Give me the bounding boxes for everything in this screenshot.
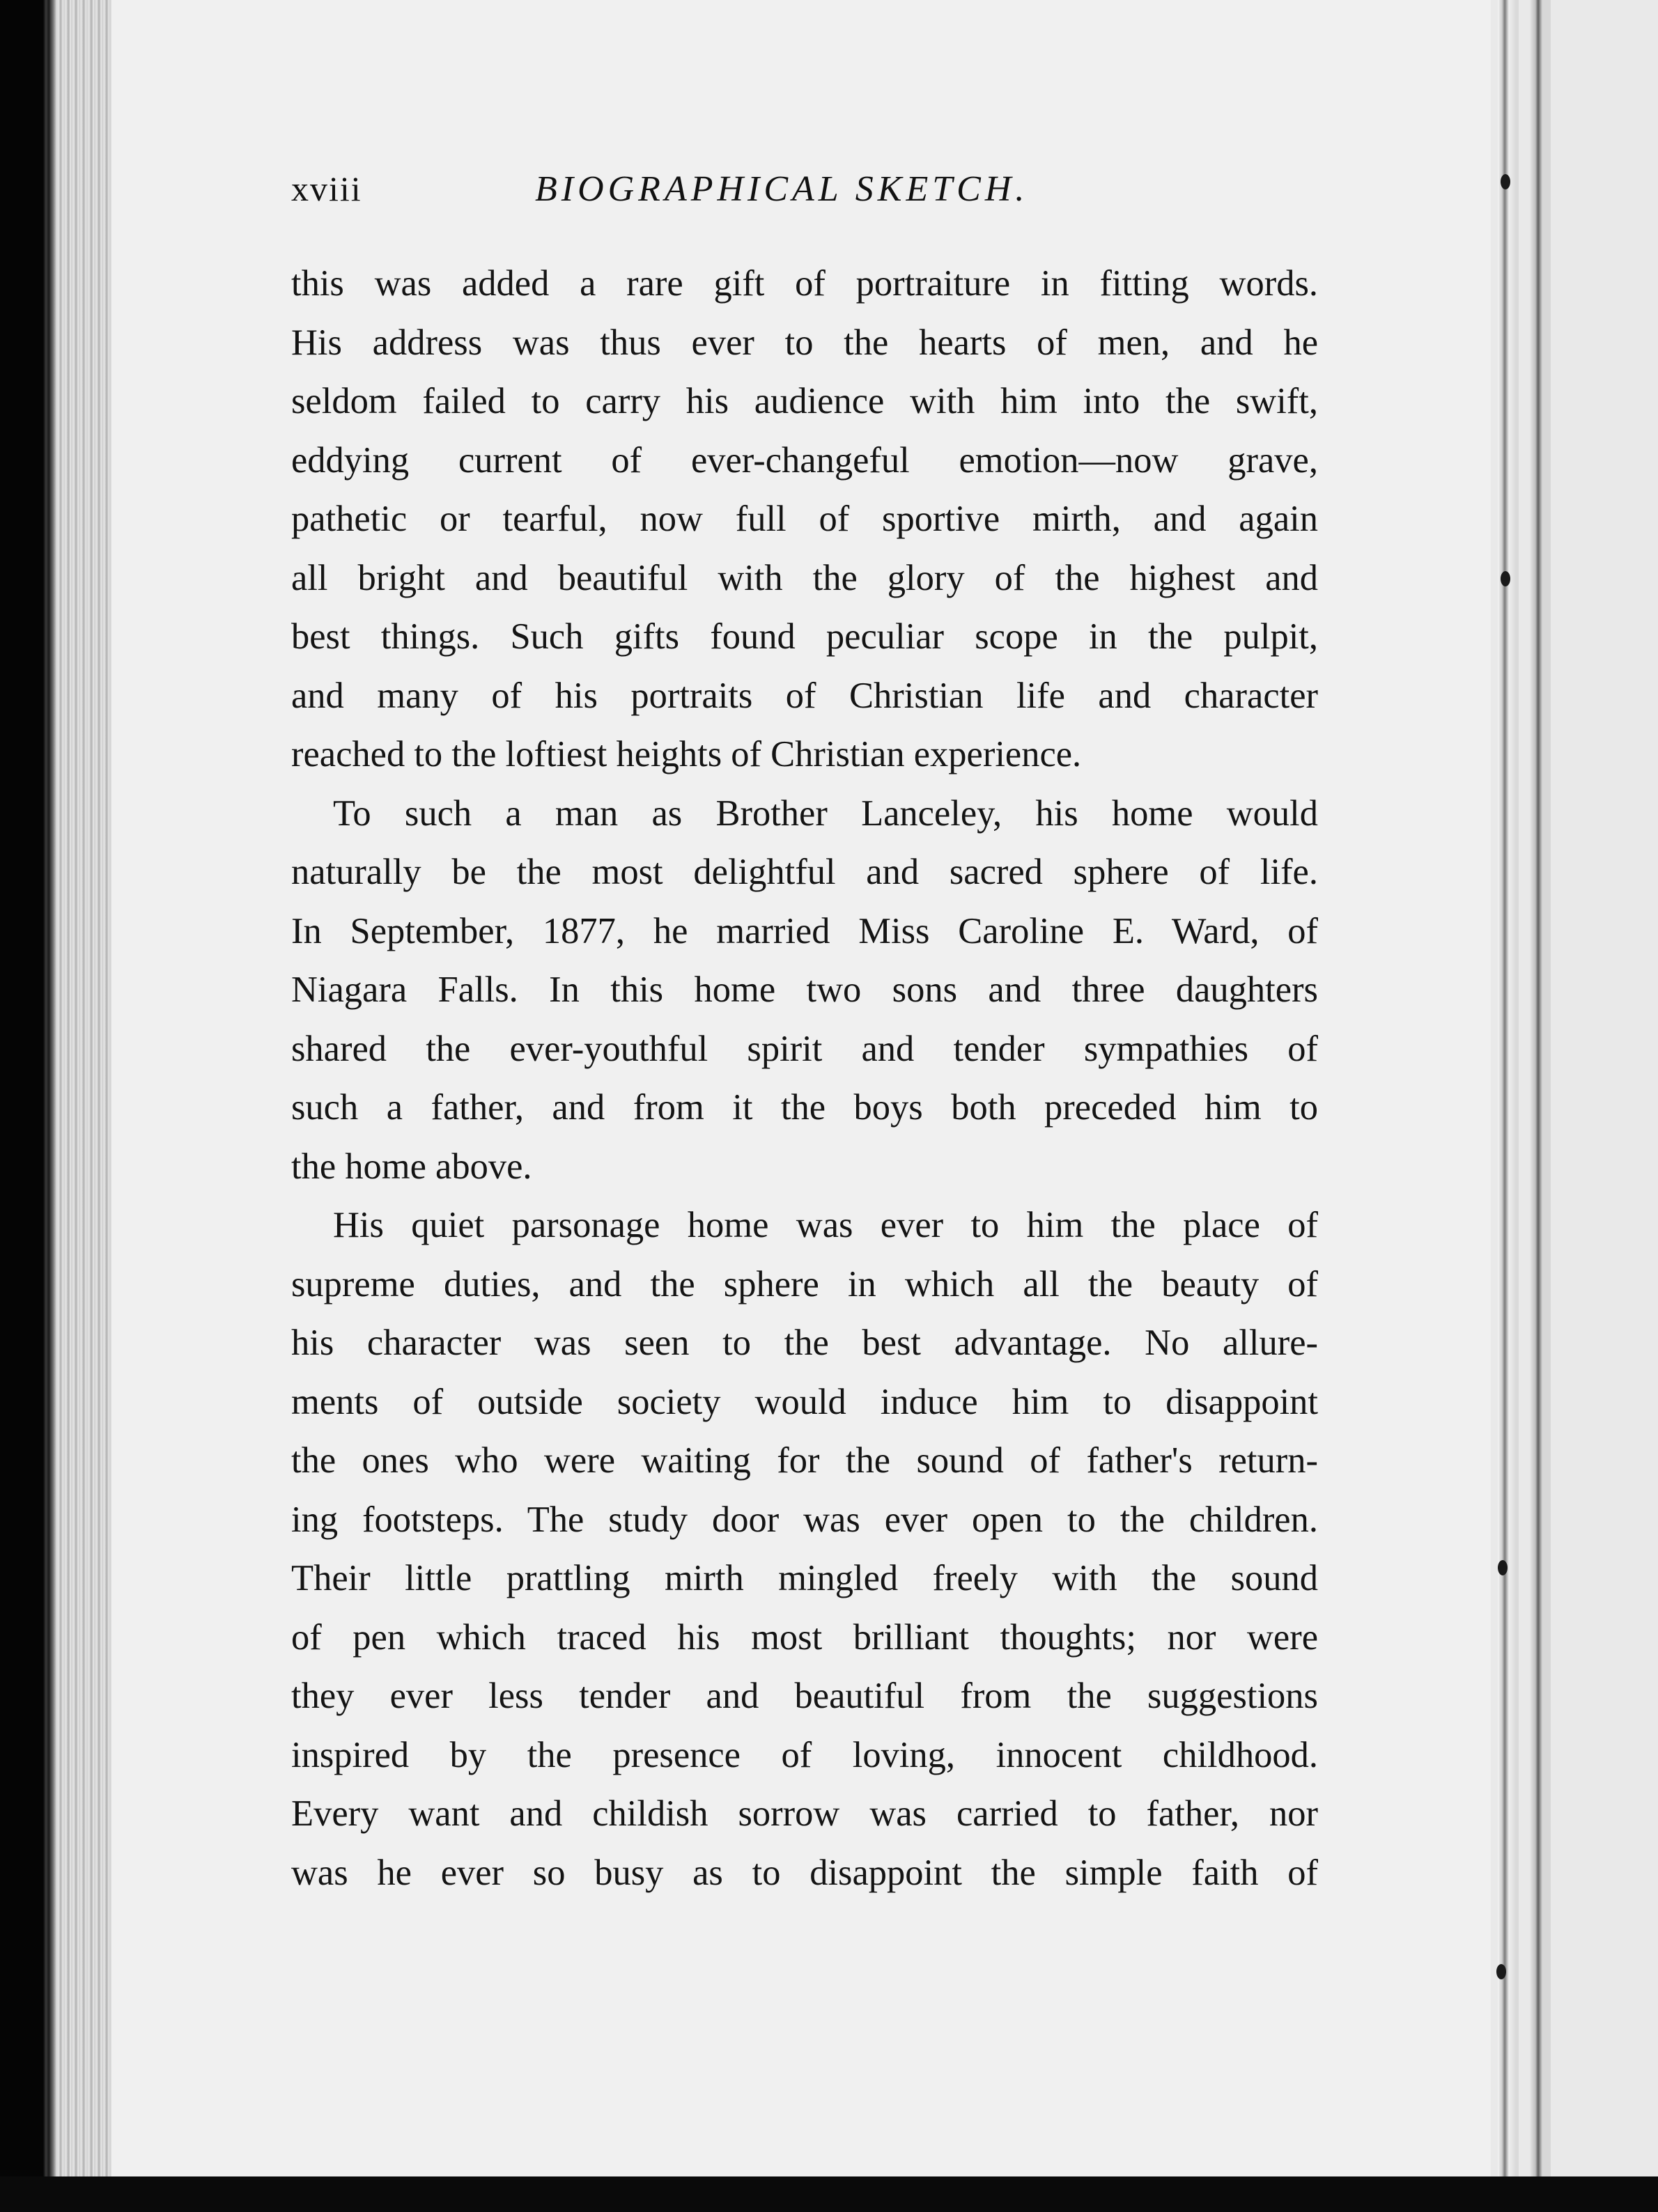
text-line: of pen which traced his most brilliant thoughts; nor were	[291, 1617, 1318, 1658]
page-number: xviii	[291, 169, 362, 208]
text-line: His address was thus ever to the hearts of men, and he	[291, 322, 1318, 363]
text-line: the ones who were waiting for the sound of father's return-	[291, 1440, 1318, 1481]
text-line: shared the ever-youthful spirit and tender sympathies of	[291, 1028, 1318, 1069]
text-line: naturally be the most delightful and sacred sphere of life.	[291, 852, 1318, 892]
body-text	[291, 254, 1318, 1902]
edge-mark	[1498, 1560, 1508, 1575]
paragraph	[291, 1196, 1318, 1902]
text-line: all bright and beautiful with the glory of the highest and	[291, 557, 1318, 598]
scan-bottom-border	[0, 2176, 1658, 2212]
text-line: and many of his portraits of Christian life and character	[291, 675, 1318, 716]
text-line: reached to the loftiest heights of Christian experience.	[291, 734, 1082, 774]
text-line: His quiet parsonage home was ever to him the place of	[333, 1205, 1318, 1245]
text-line: they ever less tender and beautiful from the suggestions	[291, 1676, 1318, 1716]
text-line: To such a man as Brother Lanceley, his home would	[333, 793, 1318, 834]
text-line: In September, 1877, he married Miss Caroline E. Ward, of	[291, 910, 1318, 951]
running-title: BIOGRAPHICAL SKETCH.	[535, 169, 1029, 209]
text-line: such a father, and from it the boys both preceded him to	[291, 1087, 1318, 1128]
text-line: pathetic or tearful, now full of sportive mirth, and again	[291, 499, 1318, 539]
text-line: ing footsteps. The study door was ever open to the children.	[291, 1499, 1318, 1540]
text-line: eddying current of ever-changeful emotion—now grave,	[291, 439, 1318, 481]
text-line: the home above.	[291, 1146, 532, 1187]
text-line: inspired by the presence of loving, innocent childhood.	[291, 1734, 1318, 1775]
paragraph	[291, 784, 1318, 1197]
text-line: Their little prattling mirth mingled freely with the sound	[291, 1558, 1318, 1598]
text-line: this was added a rare gift of portraiture in fitting words.	[291, 263, 1318, 304]
text-line: ments of outside society would induce him to disappoint	[291, 1381, 1318, 1422]
adjacent-page-edge	[1491, 0, 1658, 2212]
paragraph	[291, 254, 1318, 784]
text-line: supreme duties, and the sphere in which all the beauty of	[291, 1263, 1318, 1304]
book-spine-edge	[0, 0, 56, 2212]
running-head	[291, 169, 1308, 224]
page-gutter-shading	[56, 0, 111, 2176]
text-line: Every want and childish sorrow was carried to father, nor	[291, 1793, 1318, 1834]
edge-mark	[1501, 174, 1510, 189]
text-line: Niagara Falls. In this home two sons and three daughters	[291, 969, 1318, 1010]
edge-mark	[1496, 1964, 1506, 1979]
text-line: best things. Such gifts found peculiar scope in the pulpit,	[291, 616, 1318, 657]
edge-mark	[1501, 571, 1510, 586]
text-line: was he ever so busy as to disappoint the simple faith of	[291, 1852, 1318, 1893]
text-line: his character was seen to the best advantage. No allure-	[291, 1323, 1318, 1363]
text-line: seldom failed to carry his audience with him into the swift,	[291, 381, 1318, 421]
